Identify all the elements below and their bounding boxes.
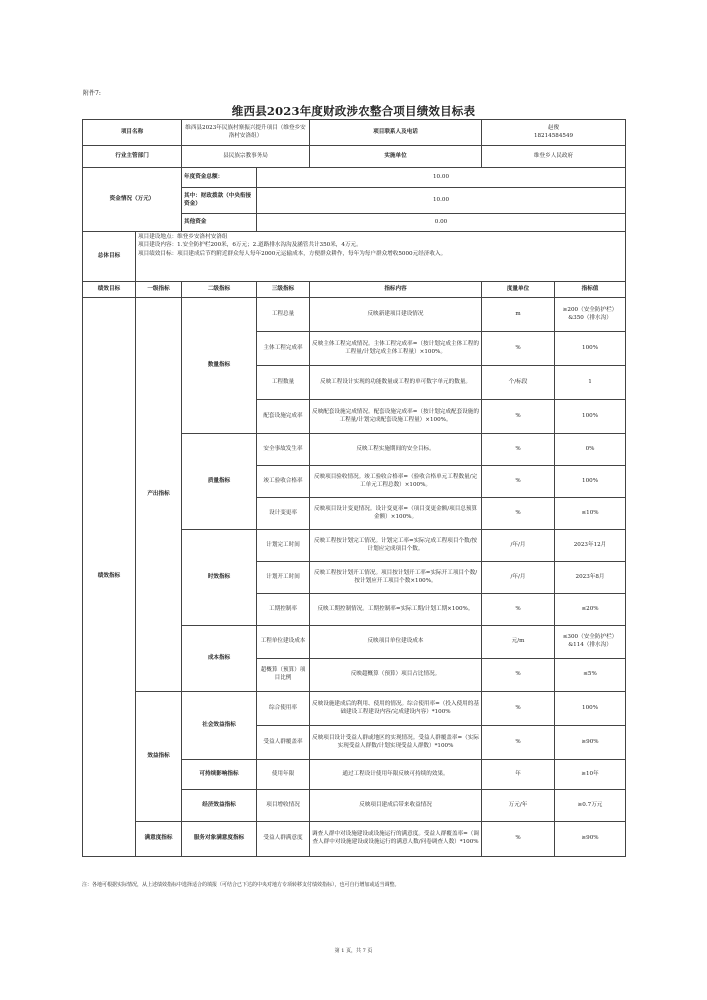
table-row-unit: 万元/年	[482, 790, 555, 822]
performance-table	[82, 119, 626, 857]
table-row-content: 反映主体工程完成情况。主体工程完成率=（按计划完成主体工程的工程量/计划完成主体工程量）×100%。	[310, 332, 482, 366]
table-row-unit: %	[482, 726, 555, 760]
col-header: 度量单位	[482, 282, 555, 298]
table-row-l3: 竣工验收合格率	[257, 466, 310, 498]
table-row-content: 反映项目建成后带来收益情况	[310, 790, 482, 822]
table-row-value: 100%	[555, 332, 626, 366]
level1-output: 产出指标	[136, 298, 182, 692]
dept-label: 行业主管部门	[83, 146, 182, 168]
table-row-content: 反映项目单位建设成本	[310, 626, 482, 659]
table-row-content: 反映工程实施期间的安全目标。	[310, 434, 482, 466]
table-row-value: 0%	[555, 434, 626, 466]
table-row-value: ≤10%	[555, 498, 626, 530]
overall-label: 总体目标	[83, 232, 136, 282]
table-row-content: 反映项目设计受益人群或地区的实现情况。受益人群覆盖率=（实际实现受益人群数/计划实现受益人群数）*100%	[310, 726, 482, 760]
table-row-l3: 工期控制率	[257, 594, 310, 626]
table-row-l3: 综合使用率	[257, 692, 310, 726]
table-row-l3: 计划开工时间	[257, 562, 310, 594]
col-header: 二级指标	[182, 282, 257, 298]
table-row-value: ≥200（安全防护栏）&350（排水沟）	[555, 298, 626, 332]
table-row-content: 反映项目验收情况。竣工验收合格率=（验收合格单元工程数量/完工单元工程总数）×100%。	[310, 466, 482, 498]
table-row-unit: %	[482, 332, 555, 366]
col-header: 三级指标	[257, 282, 310, 298]
table-row-unit: %	[482, 498, 555, 530]
table-row-value: 2023年12月	[555, 530, 626, 562]
table-row-unit: 个/标段	[482, 366, 555, 400]
table-row-content: 通过工程设计使用年限反映可持续的效果。	[310, 760, 482, 790]
col-header: 绩效目标	[83, 282, 136, 298]
table-row-unit: %	[482, 692, 555, 726]
funds-total-label: 年度资金总额：	[182, 168, 257, 188]
contact-label: 项目联系人及电话	[310, 120, 482, 146]
table-row-l3: 工程数量	[257, 366, 310, 400]
table-row-content: 反映项目设计变更情况。设计变更率=（项目变更金额/项目总预算金额）×100%。	[310, 498, 482, 530]
table-row-content: 反映工期控制情况。工期控制率=实际工期/计划工期×100%。	[310, 594, 482, 626]
table-row-l3: 配套设施完成率	[257, 400, 310, 434]
unit-value: 维登乡人民政府	[482, 146, 626, 168]
table-row-content: 反映工程按计划完工情况。计划完工率=实际完成工程项目个数/按计划应完成项目个数。	[310, 530, 482, 562]
funds-total-value: 10.00	[257, 168, 626, 188]
col-header: 指标内容	[310, 282, 482, 298]
table-row-value: ≥0.7万元	[555, 790, 626, 822]
table-row-value: ≤300（安全防护栏）&114（排水沟）	[555, 626, 626, 659]
table-row-value: ≤20%	[555, 594, 626, 626]
overall-content	[136, 232, 626, 282]
level2-quality: 质量指标	[182, 434, 257, 530]
level2-social: 社会效益指标	[182, 692, 257, 760]
table-row-l3: 受益人群覆盖率	[257, 726, 310, 760]
project-name-value: 维西县2023年民族村寨振兴提升项目（维登乡安洛村安洛组）	[182, 120, 310, 146]
table-row-content: 反映超概算（预算）项目占比情况。	[310, 659, 482, 692]
table-row-unit: %	[482, 400, 555, 434]
level2-cost: 成本指标	[182, 626, 257, 692]
table-row-content: 反映工程按计划开工情况。项目按计划开工率=实际开工项目个数/按计划应开工项目个数×100%。	[310, 562, 482, 594]
contact-value: 赵俊 18214584549	[482, 120, 626, 146]
page-footer: 第 1 页，共 7 页	[334, 948, 373, 954]
table-row-unit: /年/月	[482, 562, 555, 594]
table-row-l3: 工程单位建设成本	[257, 626, 310, 659]
col-header: 一级指标	[136, 282, 182, 298]
funds-label: 资金情况（万元）	[83, 168, 182, 232]
table-row-l3: 安全事故发生率	[257, 434, 310, 466]
col-header: 指标值	[555, 282, 626, 298]
attachment-label: 附件7:	[83, 90, 101, 97]
table-row-content: 反映新建项目建设情况	[310, 298, 482, 332]
table-row-l3: 主体工程完成率	[257, 332, 310, 366]
table-row-value: 100%	[555, 692, 626, 726]
page-title: 维西县2023年度财政涉农整合项目绩效目标表	[231, 104, 476, 118]
table-row-unit: m	[482, 298, 555, 332]
funds-central-value: 10.00	[257, 188, 626, 214]
level2-service: 服务对象满意度指标	[182, 822, 257, 857]
level1-satisfaction: 满意度指标	[136, 822, 182, 857]
overall-line-location: 项目建设地点：维登乡安洛村安洛组	[138, 234, 228, 240]
table-row-unit: 元/m	[482, 626, 555, 659]
table-row-value: 2023年8月	[555, 562, 626, 594]
table-row-content: 反映配套设施完成情况。配套设施完成率=（按计划完成配套设施的工程量/计划完成配套设施工程量）×100%。	[310, 400, 482, 434]
funds-other-value: 0.00	[257, 214, 626, 232]
table-row-unit: %	[482, 659, 555, 692]
table-row-value: ≥10年	[555, 760, 626, 790]
level2-economic: 经济效益指标	[182, 790, 257, 822]
project-name-label: 项目名称	[83, 120, 182, 146]
table-row-l3: 设计变更率	[257, 498, 310, 530]
table-row-value: ≥90%	[555, 822, 626, 857]
overall-line-content: 项目建设内容：1.安全防护栏200米，6万元；2.道路排水沟沟及涵管共计350米，4万元。	[138, 242, 362, 249]
table-row-l3: 使用年限	[257, 760, 310, 790]
funds-other-label: 其他资金	[182, 214, 257, 232]
footnote: 注：各地可根据实际情况，从上述绩效指标中选择适合的填报（可结合已下达的中央对地方专项转移支付绩效指标），也可自行增加或适当调整。	[82, 882, 400, 888]
table-row-content: 反映工程设计实现的功能数量或工程的单可数字单元的数量。	[310, 366, 482, 400]
table-row-l3: 受益人群满意度	[257, 822, 310, 857]
table-row-content: 反映设施建成后的利用、使用的情况。综合使用率=（投入使用的基础建设工程建设内容/完成建设内容）*100%	[310, 692, 482, 726]
funds-central-label: 其中：财政拨款（中央衔接资金）	[182, 188, 257, 214]
perf-label: 绩效指标	[83, 298, 136, 857]
table-row-l3: 项目增收情况	[257, 790, 310, 822]
unit-label: 实施单位	[310, 146, 482, 168]
table-row-unit: 年	[482, 760, 555, 790]
table-row-value: ≤5%	[555, 659, 626, 692]
table-row-l3: 工程总量	[257, 298, 310, 332]
dept-value: 县民族宗教事务局	[182, 146, 310, 168]
table-row-unit: %	[482, 822, 555, 857]
overall-line-goal: 项目绩效目标：项目建成后节约附近群众每人每年2000元运输成本，方便群众耕作，每年为每户群众增收5000元经济收入。	[138, 250, 447, 257]
table-row-content: 调查人群中对设施建设或设施运行的满意度。受益人群覆盖率=（调查人群中对设施建设或设施运行的满意人数/问卷调查人数）*100%	[310, 822, 482, 857]
level1-benefit: 效益指标	[136, 692, 182, 822]
table-row-value: 1	[555, 366, 626, 400]
level2-quantity: 数量指标	[182, 298, 257, 434]
table-row-value: 100%	[555, 400, 626, 434]
table-row-value: 100%	[555, 466, 626, 498]
table-row-unit: /年/月	[482, 530, 555, 562]
table-row-l3: 计划完工时间	[257, 530, 310, 562]
level2-timeliness: 时效指标	[182, 530, 257, 626]
level2-sustain: 可持续影响指标	[182, 760, 257, 790]
table-row-value: ≥90%	[555, 726, 626, 760]
table-row-l3: 超概算（预算）项目比例	[257, 659, 310, 692]
table-row-unit: %	[482, 466, 555, 498]
table-row-unit: %	[482, 594, 555, 626]
table-row-unit: %	[482, 434, 555, 466]
